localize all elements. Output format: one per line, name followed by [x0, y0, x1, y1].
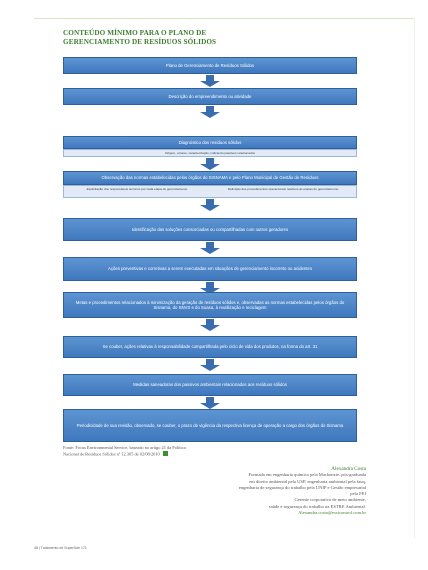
end-marker-icon — [163, 451, 168, 456]
section-title — [63, 29, 363, 47]
flow-step-10: Periodicidade de sua revisão, observado, se couber, o prazo de vigência da respectiva licença de operação a cargo dos órgãos do Sisnama — [63, 409, 357, 442]
flow-step-4-details — [63, 185, 357, 198]
author-bio-line: pela FEI — [350, 491, 366, 497]
figure-source — [63, 445, 283, 458]
source-line2: Nacional de Resíduos Sólidos nº 12.305 de 02/08/2010 — [63, 451, 283, 458]
flow-step-4: Observação das normas estabelecidas pelos órgãos do SISNAMA e pelo Plano Municipal de Gestão de Resíduos — [63, 171, 357, 185]
author-bio-line: engenharia de segurança do trabalho pela UNIP e Gestão empresarial — [238, 484, 366, 490]
arrow-down-icon — [200, 158, 220, 170]
flowchart — [63, 57, 357, 444]
flow-step-8: Se couber, ações relativas à responsabilidade compartilhada pelo ciclo de vida dos produtos, na forma do art. 31 — [63, 336, 357, 358]
author-email-link[interactable]: Alexandra.costa@essicontrol.com.br — [298, 510, 366, 516]
top-divider — [34, 18, 414, 19]
arrow-down-icon — [200, 199, 220, 211]
author-bio-line: saúde e segurança do trabalho na ESTRE Ambiental. — [268, 503, 366, 509]
flow-step-7: Metas e procedimentos relacionados à minimização da geração de resíduos sólidos e, observadas as normas estabelecidas pelos órgãos do Sisnama, do SNVS e do Suasa, à reutilização e reciclagem — [63, 292, 357, 318]
arrow-down-icon — [200, 75, 220, 87]
arrow-down-icon — [200, 242, 220, 254]
flow-step-4-detail-left: Explicitação dos responsáveis técnicos por cada etapa do gerenciamento — [86, 187, 188, 191]
arrow-down-icon — [200, 106, 220, 118]
flow-step-5: Identificação das soluções consorciadas ou compartilhadas com outros geradores — [63, 218, 357, 241]
section-title-line2: GERENCIAMENTO DE RESÍDUOS SÓLIDOS — [63, 38, 217, 46]
flow-step-9: Medidas saneadoras dos passivos ambientais relacionados aos resíduos sólidos — [63, 374, 357, 396]
author-bio-line: Gerente corporativa de meio ambiente, — [294, 497, 366, 503]
author-name: Alexandra Costa — [331, 466, 366, 472]
arrow-down-icon — [200, 319, 220, 331]
arrow-down-icon — [200, 359, 220, 371]
flow-step-3-detail: Origem, volume, caracterização, indicando passivos relacionados — [63, 149, 357, 157]
flow-step-2: Descrição do empreendimento ou atividade — [63, 88, 357, 105]
flow-step-1: Plano de Gerenciamento de Resíduos Sólidos — [63, 57, 357, 74]
section-title-line1: CONTEÚDO MÍNIMO PARA O PLANO DE — [63, 29, 207, 37]
author-bio-line: em direito ambiental pela USP, engenharia ambiental pela fauq, — [249, 478, 366, 484]
flow-step-6: Ações preventivas e corretivas a serem executadas em situações de gerenciamento incorreto ou acidentes — [63, 257, 357, 281]
source-line1: Fonte: Focus Environmental Service, baseado no artigo 21 da Política — [63, 445, 186, 450]
page-footer: 48 | Tratamento de Superfície 171 — [34, 546, 87, 550]
side-divider — [414, 18, 415, 538]
arrow-down-icon — [200, 397, 220, 409]
flow-step-4-detail-right: Definição dos procedimentos operacionais relativos às etapas do gerenciamento — [227, 187, 339, 191]
author-bio — [150, 466, 366, 516]
author-bio-line: Formada em engenharia química pela Mackenzie, pós-graduada — [248, 472, 366, 478]
flow-step-3: Diagnóstico dos resíduos sólidos — [63, 136, 357, 149]
